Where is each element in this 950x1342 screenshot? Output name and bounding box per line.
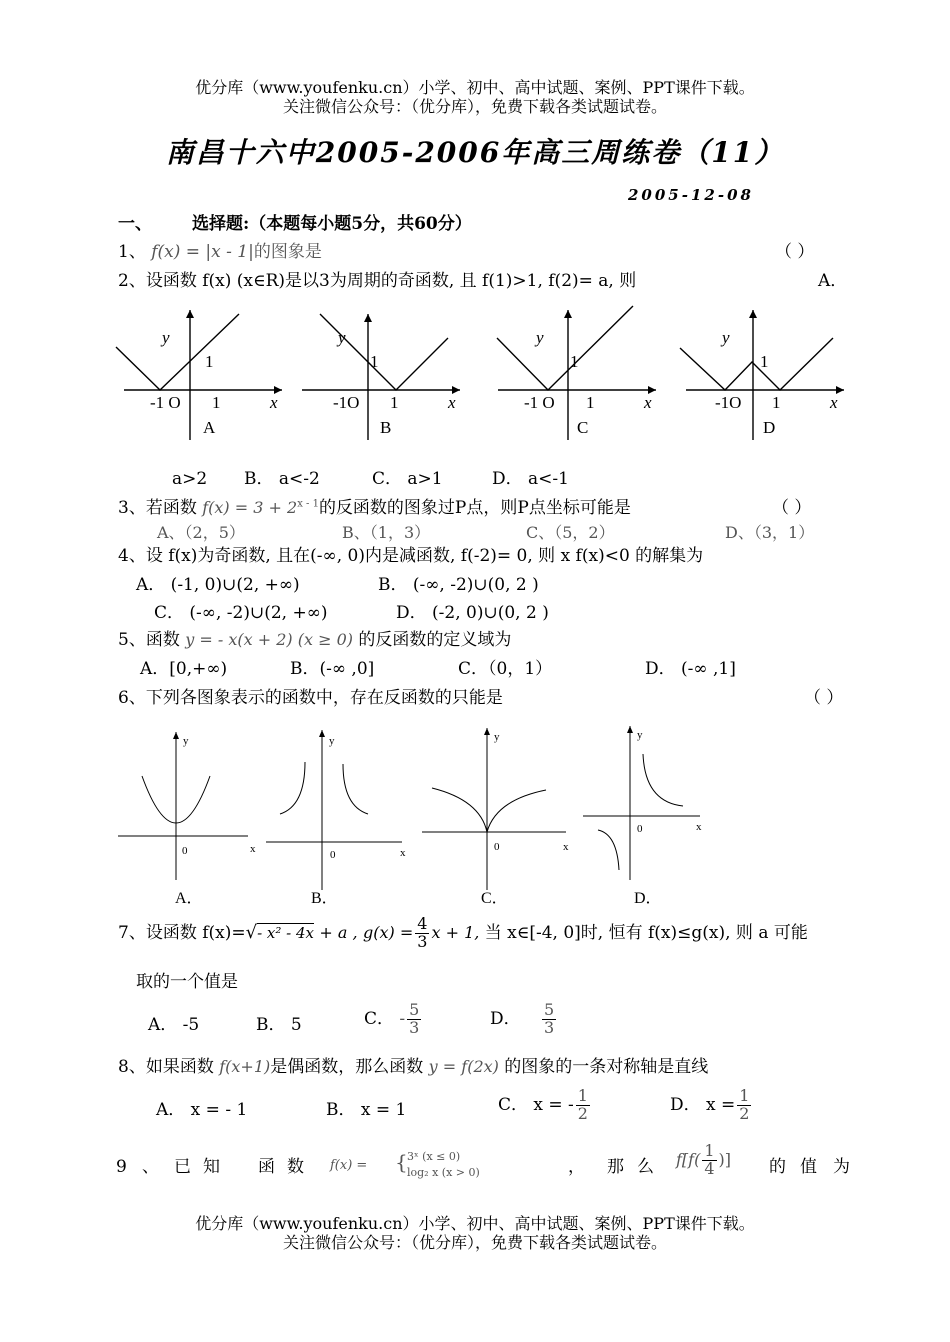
q6-graph-b-x-label: x <box>400 847 406 859</box>
question-7-option-c-denominator: 3 <box>409 1017 420 1037</box>
graph-a-one-y: 1 <box>205 352 214 371</box>
question-7-option-c-numerator: 5 <box>409 1000 420 1019</box>
graph-b-y-label: y <box>338 328 346 347</box>
question-5-expression: y = - x(x + 2) (x ≥ 0) <box>185 630 353 649</box>
question-8-option-c-label: C． x = - <box>498 1094 574 1115</box>
question-3-answer-paren: （ ） <box>772 498 812 518</box>
question-7-suffix: 当 x∈[-4, 0]时, 恒有 f(x)≤g(x), 则 a 可能 <box>484 922 808 943</box>
question-2-option-c: C． a>1 <box>372 469 443 489</box>
question-3-option-d: D、（3，1） <box>725 523 815 542</box>
question-9-composite-numerator: 1 <box>704 1141 715 1160</box>
graph-c-curve <box>497 306 633 390</box>
question-4-option-a: A． (-1, 0)∪(2, +∞) <box>136 575 300 595</box>
question-6-graphs <box>0 720 950 910</box>
q6-graph-c-zero: 0 <box>494 841 500 853</box>
question-8 <box>118 1057 708 1077</box>
question-8-option-d-denominator: 2 <box>739 1103 750 1123</box>
question-5-option-a: A．[0,+∞) <box>140 659 228 679</box>
graph-d-y-label: y <box>722 328 730 347</box>
question-8-middle: 是偶函数，那么函数 <box>270 1057 424 1077</box>
q6-graph-d-y-label: y <box>637 729 643 741</box>
section-title: 选择题:（本题每小题5分，共60分） <box>192 214 472 234</box>
graph-c-one-x: 1 <box>586 393 595 412</box>
footer-line-1: 优分库（www.youfenku.cn）小学、初中、高中试题、案例、PPT课件下载。 <box>195 1214 755 1233</box>
section-number: 一、 <box>118 214 152 234</box>
graph-a-y-arrow <box>186 310 194 318</box>
question-7-plus-a: + a , <box>319 922 358 942</box>
question-7-option-b: B． 5 <box>256 1015 302 1035</box>
graph-a-one-x: 1 <box>212 393 221 412</box>
question-7-option-c-label: C． <box>364 1008 395 1029</box>
question-8-option-c-denominator: 2 <box>577 1103 588 1123</box>
question-3 <box>118 498 631 518</box>
q6-graph-c-curve <box>432 788 546 832</box>
question-8-suffix: 的图象的一条对称轴是直线 <box>504 1057 709 1077</box>
q6-graph-d-caption: D． <box>634 890 662 907</box>
question-8-option-a: A． x = - 1 <box>156 1100 248 1120</box>
graph-a-caption: A <box>203 418 216 437</box>
graph-a-x-label: x <box>270 393 278 412</box>
question-9-word-3: 函 <box>258 1157 275 1177</box>
question-9-word-2: 知 <box>203 1157 220 1177</box>
graph-a-origin-label: -1 O <box>150 393 181 412</box>
question-2-option-b: B． a<-2 <box>244 469 320 489</box>
question-9-word-5: 那 <box>607 1157 624 1177</box>
graph-c-y-arrow <box>564 310 572 318</box>
q6-graph-d-curve-left <box>598 830 619 870</box>
q6-graph-c-x-label: x <box>563 841 569 853</box>
question-8-expression-2: y = f(2x) <box>428 1057 499 1076</box>
question-7-sqrt-expr: - x² - 4x <box>257 923 315 942</box>
question-7-option-d <box>490 1002 558 1037</box>
exam-date: 2005-12-08 <box>628 186 754 204</box>
q6-graph-b-caption: B． <box>311 890 338 907</box>
question-9-composite-denominator: 4 <box>704 1158 715 1178</box>
q6-graph-d-y-arrow <box>627 726 633 733</box>
question-7-option-d-numerator: 5 <box>544 1000 555 1019</box>
question-9-composite-suffix: )] <box>718 1149 731 1169</box>
question-1-answer-paren: （ ） <box>775 242 815 262</box>
q6-graph-a-y-arrow <box>173 732 179 739</box>
graph-d-x-label: x <box>830 393 838 412</box>
question-9-function: f(x) = <box>330 1158 368 1173</box>
question-8-option-d <box>670 1088 753 1123</box>
q6-graph-a-y-label: y <box>183 735 189 747</box>
question-9-word-8: 值 <box>800 1157 817 1177</box>
question-8-prefix: 8、如果函数 <box>118 1057 214 1077</box>
q6-graph-c-y-arrow <box>484 728 490 735</box>
graph-c-x-label: x <box>644 393 652 412</box>
graph-b-one-y: 1 <box>370 352 379 371</box>
question-8-expression-1: f(x+1) <box>219 1057 271 1076</box>
q6-graph-d-curve-right <box>643 754 683 806</box>
question-9-number: 9 <box>116 1157 127 1177</box>
question-9-composite-prefix: f[f( <box>676 1149 701 1169</box>
question-7-g-expr: g(x) = <box>363 922 414 942</box>
question-5 <box>118 630 511 650</box>
question-1-text: 的图象是 <box>253 242 322 262</box>
q6-graph-c-y-label: y <box>494 731 500 743</box>
question-7-option-c <box>364 1002 423 1037</box>
q6-graph-b-curve-right <box>343 764 368 814</box>
question-6-text: 6、下列各图象表示的函数中，存在反函数的只能是 <box>118 688 503 708</box>
question-4-option-b: B． (-∞, -2)∪(0, 2 ) <box>378 575 539 595</box>
question-9-case-1: 3ˣ (x ≤ 0) <box>407 1150 461 1163</box>
footer-line-2: 关注微信公众号：（优分库），免费下载各类试题试卷。 <box>282 1233 667 1252</box>
question-7: 7、设函数 f(x)=√- x² - 4x + a , g(x) = $\frac{4}{3}$ x + 1, 当 x∈[-4, 0]时, 恒有 f(x)≤g(x), 则 a 可能 <box>118 914 808 951</box>
question-3-suffix: 的反函数的图象过P点，则P点坐标可能是 <box>318 498 631 518</box>
question-9-word-1: 已 <box>174 1157 191 1177</box>
question-4-text: 4、设 f(x)为奇函数, 且在(-∞, 0)内是减函数, f(-2)= 0, 则 x f(x)<0 的解集为 <box>118 546 704 566</box>
question-9-composite <box>676 1143 731 1178</box>
question-3-prefix: 3、若函数 <box>118 498 197 518</box>
question-3-expression: f(x) = 3 + 2 <box>202 498 298 517</box>
question-9-word-4: 数 <box>287 1157 304 1177</box>
graph-b-x-label: x <box>448 393 456 412</box>
question-3-option-a: A、（2，5） <box>157 523 245 542</box>
question-9-separator: 、 <box>142 1157 159 1177</box>
q6-graph-a-x-label: x <box>250 843 256 855</box>
graph-b-one-x: 1 <box>390 393 399 412</box>
question-9-word-6: 么 <box>637 1157 654 1177</box>
question-7-line-2: 取的一个值是 <box>136 972 238 992</box>
question-2-option-d: D． a<-1 <box>492 469 569 489</box>
question-1-expression: f(x) = |x - 1| <box>151 242 254 262</box>
question-5-option-d: D． (-∞ ,1] <box>645 659 736 679</box>
question-1 <box>118 242 322 262</box>
header-line-2: 关注微信公众号：（优分库），免费下载各类试题试卷。 <box>282 97 667 116</box>
graph-b-y-arrow <box>364 314 372 322</box>
graph-d-one-x: 1 <box>772 393 781 412</box>
graph-d-curve <box>680 338 833 390</box>
q6-graph-b-y-arrow <box>319 730 325 737</box>
question-7-option-d-denominator: 3 <box>544 1017 555 1037</box>
question-2-graphs <box>0 300 950 450</box>
header-line-1: 优分库（www.youfenku.cn）小学、初中、高中试题、案例、PPT课件下载。 <box>195 78 755 97</box>
q6-graph-b-zero: 0 <box>330 849 336 861</box>
question-9-brace: { <box>395 1150 408 1174</box>
question-9-word-7: 的 <box>769 1157 786 1177</box>
question-5-option-b: B．(-∞ ,0] <box>290 659 375 679</box>
q6-graph-a-caption: A． <box>175 890 203 907</box>
question-8-option-c-numerator: 1 <box>577 1086 588 1105</box>
question-7-option-c-sign: - <box>399 1008 406 1029</box>
question-9-case-2: log₂ x (x > 0) <box>407 1166 480 1179</box>
question-7-option-d-label: D． <box>490 1008 521 1029</box>
graph-a-y-label: y <box>162 328 170 347</box>
graph-b-origin-label: -1O <box>333 393 360 412</box>
graph-b-curve <box>320 314 448 390</box>
graph-d-one-y: 1 <box>760 352 769 371</box>
question-4-option-c: C． (-∞, -2)∪(2, +∞) <box>154 603 328 623</box>
question-8-option-d-numerator: 1 <box>739 1086 750 1105</box>
question-5-prefix: 5、函数 <box>118 630 180 650</box>
graph-c-one-y: 1 <box>570 352 579 371</box>
q6-graph-c-caption: C． <box>481 890 508 907</box>
question-7-prefix: 7、设函数 f(x)= <box>118 922 246 943</box>
graph-c-origin-label: -1 O <box>524 393 555 412</box>
question-8-option-b: B． x = 1 <box>326 1100 407 1120</box>
question-2-text: 2、设函数 f(x) (x∈R)是以3为周期的奇函数, 且 f(1)>1, f(2)= a, 则 <box>118 271 637 291</box>
graph-b-caption: B <box>380 418 392 437</box>
question-4-option-d: D． (-2, 0)∪(0, 2 ) <box>396 603 549 623</box>
question-6-answer-paren: （ ） <box>804 688 844 708</box>
graph-c-y-label: y <box>536 328 544 347</box>
graph-d-y-arrow <box>749 310 757 318</box>
question-7-g-denominator: 3 <box>417 931 428 951</box>
question-2-option-a-label: A． <box>818 271 848 291</box>
question-7-option-a: A． -5 <box>148 1015 200 1035</box>
q6-graph-d-zero: 0 <box>637 823 643 835</box>
graph-c-caption: C <box>577 418 589 437</box>
q6-graph-b-curve-left <box>280 762 305 814</box>
question-3-option-c: C、（5，2） <box>526 523 615 542</box>
graph-d-caption: D <box>763 418 776 437</box>
question-7-g-numerator: 4 <box>417 914 428 933</box>
q6-graph-a-zero: 0 <box>182 845 188 857</box>
question-2-option-a: a>2 <box>172 469 208 489</box>
question-8-option-d-label: D． x = <box>670 1094 736 1115</box>
graph-d-origin-label: -1O <box>715 393 742 412</box>
question-5-option-c: C．（0，1） <box>458 659 553 679</box>
question-7-g-tail: x + 1, <box>431 922 480 942</box>
question-8-option-c <box>498 1088 592 1123</box>
question-9-word-9: 为 <box>833 1157 850 1177</box>
q6-graph-b-y-label: y <box>329 735 335 747</box>
q6-graph-d-x-label: x <box>696 821 702 833</box>
graph-a-curve <box>116 314 239 390</box>
question-9-comma: ， <box>568 1157 585 1177</box>
question-5-suffix: 的反函数的定义域为 <box>358 630 512 650</box>
question-3-exponent: x - 1 <box>297 498 319 510</box>
question-1-number: 1、 <box>118 242 146 262</box>
question-3-option-b: B、（1，3） <box>342 523 431 542</box>
page-title: 南昌十六中2005-2006年高三周练卷（11） <box>165 136 785 169</box>
